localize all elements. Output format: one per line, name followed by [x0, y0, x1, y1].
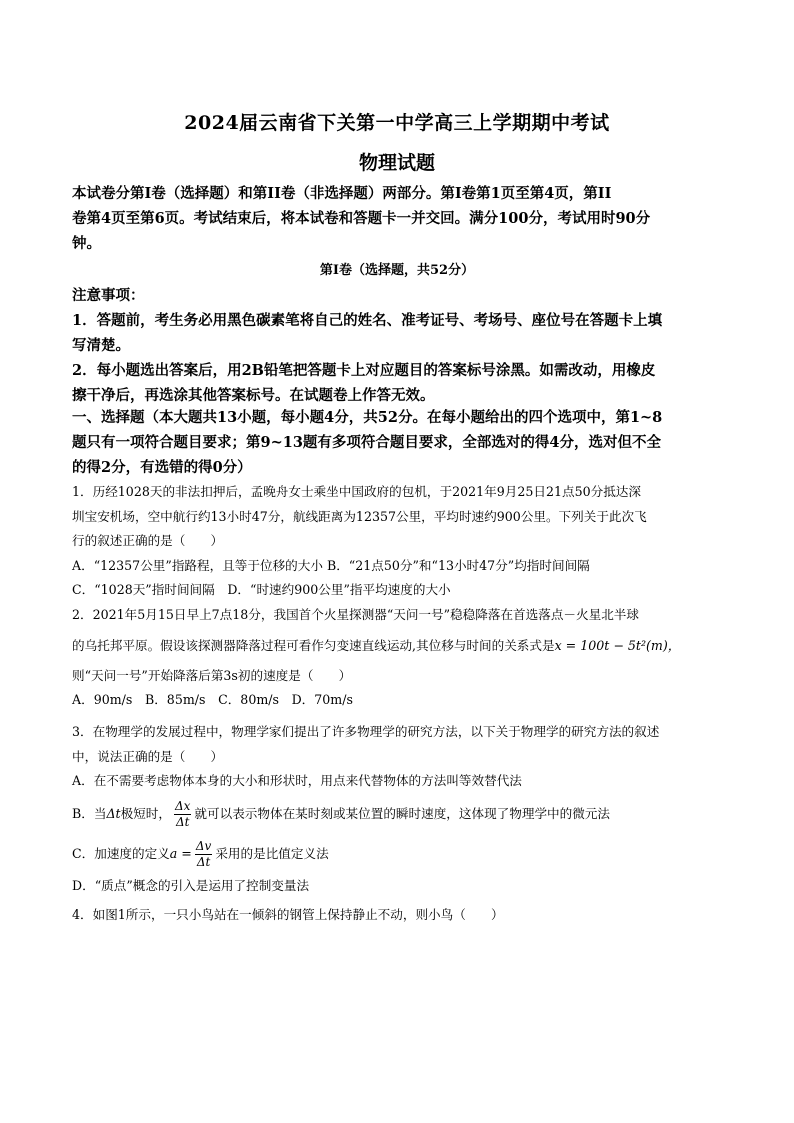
section-heading: 第Ⅰ卷（选择题，共52分） [319, 263, 475, 278]
part-one-line: 一、选择题（本大题共13小题，每小题4分，共52分。在每小题给出的四个选项中，第1~8 [72, 409, 663, 426]
notice-label: 注意事项： [72, 287, 145, 304]
q2-stem-line: 则“天问一号”开始降落后第3s初的速度是（ ） [72, 667, 352, 683]
q3-option-d: D．“质点”概念的引入是运用了控制变量法 [72, 877, 310, 893]
q3-option-c-text: C．加速度的定义 [72, 845, 170, 861]
notice-block [72, 283, 727, 408]
fraction-denominator: Δt [175, 814, 190, 829]
fraction-numerator: Δv [195, 838, 212, 853]
q4-stem-line: 4．如图1所示，一只小鸟站在一倾斜的钢管上保持静止不动，则小鸟（ ） [72, 907, 504, 922]
notice-item: 写清楚。 [72, 337, 130, 354]
question-3 [72, 720, 727, 898]
q1-options-cd: C．“1028天”指时间间隔 D．“时速约900公里”指平均速度的大小 [72, 582, 451, 597]
question-4 [72, 903, 727, 928]
question-1 [72, 480, 727, 603]
exam-title: 2024届云南省下关第一中学高三上学期期中考试 [184, 112, 610, 134]
delta-v-over-delta-t [195, 839, 212, 870]
part-one-line: 题只有一项符合题目要求；第9~13题有多项符合题目要求，全部选对的得4分，选对但不全 [72, 434, 662, 451]
part-one-instructions [72, 405, 727, 480]
q3-option-b-text: 就可以表示物体在某时刻或某位置的瞬时速度，这体现了物理学中的微元法 [194, 805, 611, 821]
q1-stem-line: 圳宝安机场，空中航行约13小时47分，航线距离为12357公里，平均时速约900公里。下列关于此次飞 [72, 508, 647, 524]
fraction-numerator: Δx [174, 798, 191, 813]
notice-item: 1．答题前，考生务必用黑色碳素笔将自己的姓名、准考证号、考场号、座位号在答题卡上填 [72, 312, 663, 329]
q3-option-b [72, 794, 727, 834]
notice-item: 擦干净后，再选涂其他答案标号。在试题卷上作答无效。 [72, 387, 435, 404]
intro-line: 本试卷分第Ⅰ卷（选择题）和第II卷（非选择题）两部分。第Ⅰ卷第1页至第4页，第II [72, 185, 612, 202]
part-one-line: 的得2分，有选错的得0分） [72, 459, 252, 476]
notice-item: 2．每小题选出答案后，用2B铅笔把答题卡上对应题目的答案标号涂黑。如需改动，用橡皮 [72, 362, 656, 379]
intro-line: 钟。 [72, 235, 101, 252]
q3-stem-line: 中，说法正确的是（ ） [72, 748, 224, 764]
q3-stem-line: 3．在物理学的发展过程中，物理学家们提出了许多物理学的研究方法，以下关于物理学的研究方法的叙述 [72, 724, 660, 739]
q3-option-c-var: a = [169, 845, 192, 861]
q3-option-b-var: Δt [106, 805, 121, 821]
q1-options-ab: A．“12357公里”指路程，且等于位移的大小 B．“21点50分”和“13小时47分”均指时间间隔 [72, 557, 590, 573]
delta-x-over-delta-t [174, 799, 191, 830]
q1-stem-line: 1．历经1028天的非法扣押后，孟晚舟女士乘坐中国政府的包机，于2021年9月25日21点50分抵达深 [72, 484, 641, 499]
intro-line: 卷第4页至第6页。考试结束后，将本试卷和答题卡一并交回。满分100分，考试用时90分 [72, 210, 651, 227]
intro-paragraph [72, 181, 727, 256]
q3-option-a: A．在不需要考虑物体本身的大小和形状时，用点来代替物体的方法叫等效替代法 [72, 773, 522, 788]
q3-option-b-text: 极短时， [120, 805, 171, 821]
q2-stem-line-formula [72, 628, 727, 664]
q2-options: A．90m/s B．85m/s C．80m/s D．70m/s [72, 692, 353, 707]
q2-stem-text: 的乌托邦平原。假设该探测器降落过程可看作匀变速直线运动,其位移与时间的关系式是 [72, 637, 555, 653]
exam-subtitle: 物理试题 [358, 152, 435, 174]
q2-formula: x = 100t − 5t²(m)， [554, 637, 681, 653]
question-2 [72, 603, 727, 713]
q3-option-c [72, 834, 727, 874]
q2-stem-line: 2．2021年5月15日早上7点18分，我国首个火星探测器“天问一号”稳稳降落在首选落点－火星北半球 [72, 607, 639, 622]
q3-option-c-text: 采用的是比值定义法 [215, 845, 329, 861]
fraction-denominator: Δt [196, 854, 211, 869]
q1-stem-line: 行的叙述正确的是（ ） [72, 533, 224, 548]
q3-option-b-text: B．当 [72, 805, 107, 821]
